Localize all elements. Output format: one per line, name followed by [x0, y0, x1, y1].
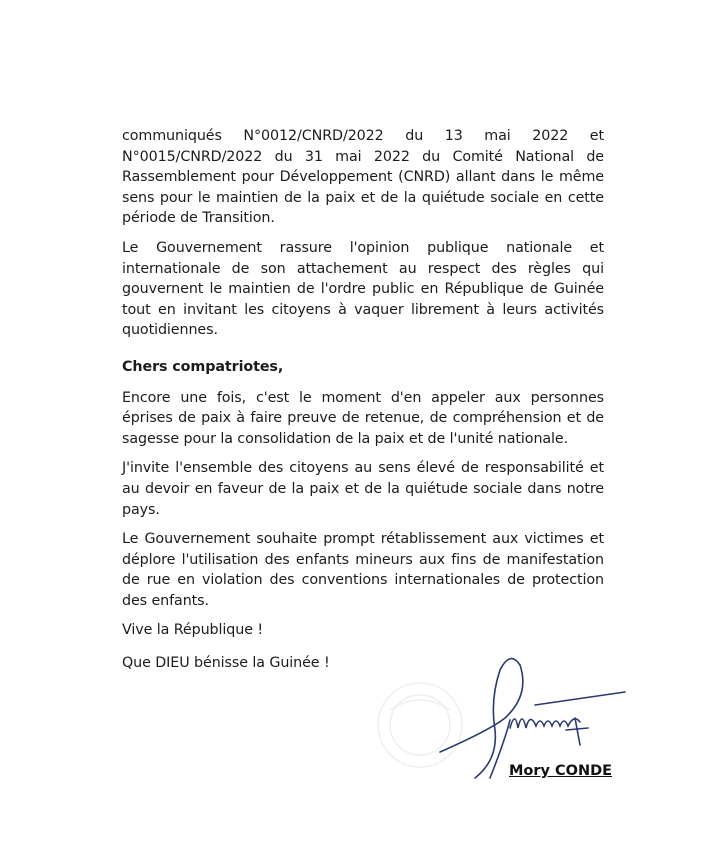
official-stamp-icon: [378, 683, 462, 767]
closing-line: Vive la République !: [122, 622, 263, 639]
paragraph: J'invite l'ensemble des citoyens au sens élevé de responsabilité et au devoir en faveur de la paix et de la quiétude sociale dans notre pays.: [122, 460, 604, 518]
signature-icon: [440, 659, 625, 778]
document-body: [122, 126, 604, 686]
paragraph: Encore une fois, c'est le moment d'en appeler aux personnes éprises de paix à faire preuve de retenue, de compréhension et de sagesse pour la consolidation de la paix et de l'unité nationale.: [122, 389, 604, 447]
paragraph: Le Gouvernement rassure l'opinion publique nationale et internationale de son attachement au respect des règles qui gouvernent le maintien de l'ordre public en République de Guinée tout en invitant les citoyens à vaquer librement à leurs activités quotidiennes.: [122, 239, 604, 339]
paragraph: Le Gouvernement souhaite prompt rétablissement aux victimes et déplore l'utilisation des enfants mineurs aux fins de manifestation de rue en violation des conventions internationales de protection des enfants.: [122, 531, 604, 609]
salutation: Chers compatriotes,: [122, 358, 284, 375]
paragraph: communiqués N°0012/CNRD/2022 du 13 mai 2022 et N°0015/CNRD/2022 du 31 mai 2022 du Comité National de Rassemblement pour Développement (CNRD) allant dans le même sens pour le maintien de la paix et de la quiétude sociale en cette période de Transition.: [122, 128, 604, 227]
signatory-name: Mory CONDE: [509, 763, 613, 779]
closing-line: Que DIEU bénisse la Guinée !: [122, 655, 330, 672]
